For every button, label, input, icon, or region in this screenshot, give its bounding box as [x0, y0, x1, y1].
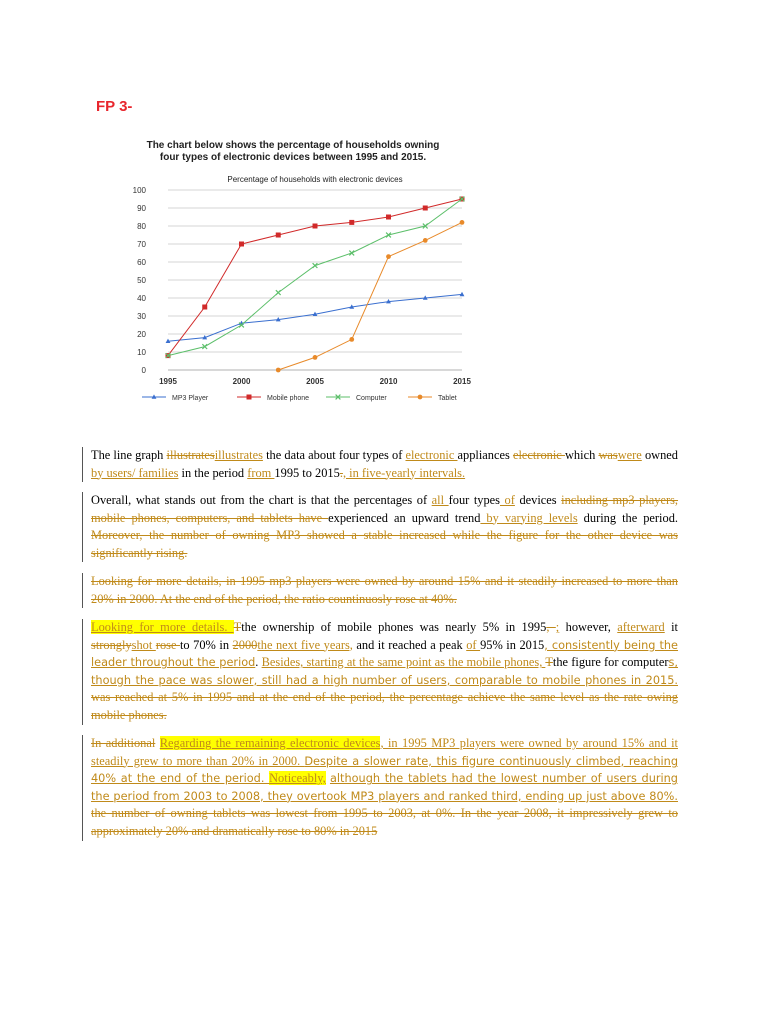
- p4-highlighted-text: Looking for more details.: [91, 620, 234, 634]
- p5-highlighted-text: Regarding the remaining electronic devices: [159, 736, 381, 750]
- p1-inserted-text: , in five-yearly intervals.: [342, 465, 466, 480]
- p4-text: and it reached a peak: [352, 637, 467, 652]
- p5-deleted-text: In additional: [91, 736, 156, 750]
- p4-inserted-text: of: [466, 637, 481, 652]
- data-point-mp3-player: [460, 292, 465, 296]
- essay-paragraph-5: [82, 735, 678, 841]
- y-tick-label: 100: [132, 186, 146, 195]
- legend-marker-tablet: [418, 395, 423, 400]
- p1-deleted-text: was: [598, 448, 618, 462]
- p4-deleted-text: rose: [155, 637, 180, 652]
- y-tick-label: 80: [137, 222, 146, 231]
- p1-inserted-text: electronic: [405, 448, 458, 462]
- p5-deleted-text: the number of owning tablets was lowest from 1995 to 2003, at 0%. In the year 2008, it impressively grew to approximately 20% and dramatically rose to 80% in 2015: [91, 806, 678, 838]
- p2-text: devices: [514, 493, 562, 507]
- p2-inserted-text: all: [431, 493, 449, 507]
- p4-inserted-text: shot: [131, 637, 156, 652]
- p2-text: during the period.: [577, 510, 678, 525]
- p4-inserted-text: ;: [555, 620, 560, 634]
- p4-deleted-text: T: [545, 655, 553, 670]
- x-tick-label: 1995: [159, 377, 177, 386]
- data-point-computer: [276, 290, 281, 295]
- data-point-mobile-phone: [202, 305, 207, 310]
- p2-text: four types: [448, 493, 500, 507]
- legend-label-tablet: Tablet: [438, 395, 457, 402]
- line-chart: [90, 126, 496, 412]
- series-line-mobile-phone: [168, 199, 462, 356]
- p4-text: to 70% in: [179, 637, 233, 652]
- p1-inserted-text: illustrates: [214, 448, 263, 462]
- p4-text: the ownership of mobile phones was nearly 5% in 1995: [241, 620, 547, 634]
- p2-inserted-text: by varying levels: [480, 510, 578, 525]
- data-point-mobile-phone: [349, 220, 354, 225]
- y-tick-label: 20: [137, 330, 146, 339]
- p5-highlighted-text: Noticeably,: [269, 771, 326, 786]
- p5-inserted-text: although the tablets had the lowest number of users during the period from 2003 to 2008, they overtook MP3 players and ranked third, ending up just above 80%.: [91, 772, 678, 803]
- p1-text: which: [564, 448, 599, 462]
- p2-text: experienced an upward trend: [328, 510, 481, 525]
- legend-label-computer: Computer: [356, 395, 387, 402]
- x-tick-label: 2000: [232, 377, 251, 386]
- figure-heading-line2: four types of electronic devices between 1995 and 2015.: [159, 152, 427, 163]
- essay-paragraph-4: [82, 619, 678, 725]
- y-tick-label: 50: [137, 276, 146, 285]
- chart-figure: [90, 126, 496, 412]
- figure-heading-line1: The chart below shows the percentage of households owning: [146, 140, 440, 151]
- p4-inserted-text: the next five years,: [257, 637, 353, 652]
- y-tick-label: 40: [137, 294, 146, 303]
- p4-deleted-text: 2000: [232, 637, 258, 652]
- p2-text: Overall, what stands out from the chart is that the percentages of: [91, 493, 432, 507]
- p4-text: it: [664, 620, 678, 634]
- p4-text: the figure for computer: [552, 655, 669, 670]
- p4-deleted-text: ,: [546, 620, 556, 634]
- data-point-mobile-phone: [239, 242, 244, 247]
- p2-deleted-text: Moreover, the number of owning MP3 showed a stable increased while the figure for the other device was significantly rising.: [91, 528, 678, 560]
- p4-text: 95% in 2015: [480, 637, 545, 652]
- page-label: FP 3-: [96, 98, 133, 115]
- p1-deleted-text: .: [339, 465, 343, 480]
- p4-inserted-text: afterward: [617, 620, 665, 634]
- x-tick-label: 2015: [453, 377, 471, 386]
- p1-deleted-text: electronic: [512, 448, 565, 462]
- p1-text: the data about four types of: [262, 448, 406, 462]
- y-tick-label: 60: [137, 258, 146, 267]
- p4-text: however,: [559, 620, 618, 634]
- data-point-computer: [313, 263, 318, 268]
- data-point-tablet: [276, 368, 281, 373]
- data-point-mobile-phone: [386, 215, 391, 220]
- data-point-mobile-phone: [313, 224, 318, 229]
- p1-text: 1995 to 2015: [274, 465, 340, 480]
- p1-inserted-text: from: [247, 465, 275, 480]
- essay-paragraph-3: [82, 573, 678, 608]
- data-point-tablet: [423, 238, 428, 243]
- x-tick-label: 2010: [379, 377, 398, 386]
- p4-deleted-text: strongly: [91, 637, 132, 652]
- p5-inserted-text: , in 1995 MP3 players were owned by around 15% and it steadily grew to more than 20% in 2000.: [91, 736, 678, 768]
- p1-inserted-text: by users/ families: [91, 465, 179, 480]
- series-line-computer: [168, 199, 462, 356]
- data-point-tablet: [386, 254, 391, 259]
- y-tick-label: 70: [137, 240, 146, 249]
- p4-inserted-text: , consistently being the leader throughout the period: [91, 638, 679, 670]
- y-tick-label: 10: [137, 348, 146, 357]
- p1-text: The line graph: [91, 448, 167, 462]
- data-point-tablet: [460, 220, 465, 225]
- essay-paragraph-1: [82, 447, 678, 482]
- p5-inserted-text: Despite a slower rate, this figure continuously climbed, reaching 40% at the end of the period.: [91, 754, 678, 786]
- p3-deleted-text: Looking for more details, in 1995 mp3 players were owned by around 15% and it steadily increased to more than 20% in 2000. At the end of the period, the ratio countinuosly rose at 40%.: [91, 574, 678, 606]
- y-tick-label: 0: [141, 366, 146, 375]
- data-point-computer: [349, 251, 354, 256]
- p4-deleted-text: was reached at 5% in 1995 and at the end of the period, the percentage achieve the same level as the rate owing mobile phones.: [91, 690, 678, 722]
- p1-text: appliances: [457, 448, 513, 462]
- p2-deleted-text: including mp3 players, mobile phones, computers, and tablets have: [91, 493, 679, 525]
- data-point-mobile-phone: [423, 206, 428, 211]
- chart-title: Percentage of households with electronic devices: [227, 175, 403, 184]
- essay-paragraph-2: [82, 492, 678, 562]
- x-tick-label: 2005: [306, 377, 324, 386]
- p1-deleted-text: illustrates: [166, 448, 215, 462]
- y-tick-label: 30: [137, 312, 146, 321]
- legend-label-mp3-player: MP3 Player: [172, 395, 209, 402]
- p2-inserted-text: of: [500, 493, 515, 507]
- p4-text: .: [255, 655, 262, 670]
- data-point-mobile-phone: [276, 233, 281, 238]
- y-tick-label: 90: [137, 204, 146, 213]
- data-point-tablet: [349, 337, 354, 342]
- p1-text: in the period: [178, 465, 248, 480]
- legend-label-mobile-phone: Mobile phone: [267, 395, 310, 402]
- data-point-tablet: [313, 355, 318, 360]
- p4-inserted-text: Besides, starting at the same point as the mobile phones,: [261, 655, 546, 670]
- p1-text: owned: [641, 448, 678, 462]
- legend-marker-mobile-phone: [247, 395, 252, 400]
- p1-inserted-text: were: [617, 448, 642, 462]
- p4-inserted-text: s, though the pace was slower, still had a high number of users, comparable to mobile phones in 2015.: [91, 656, 678, 687]
- p4-deleted-text: T: [233, 620, 242, 634]
